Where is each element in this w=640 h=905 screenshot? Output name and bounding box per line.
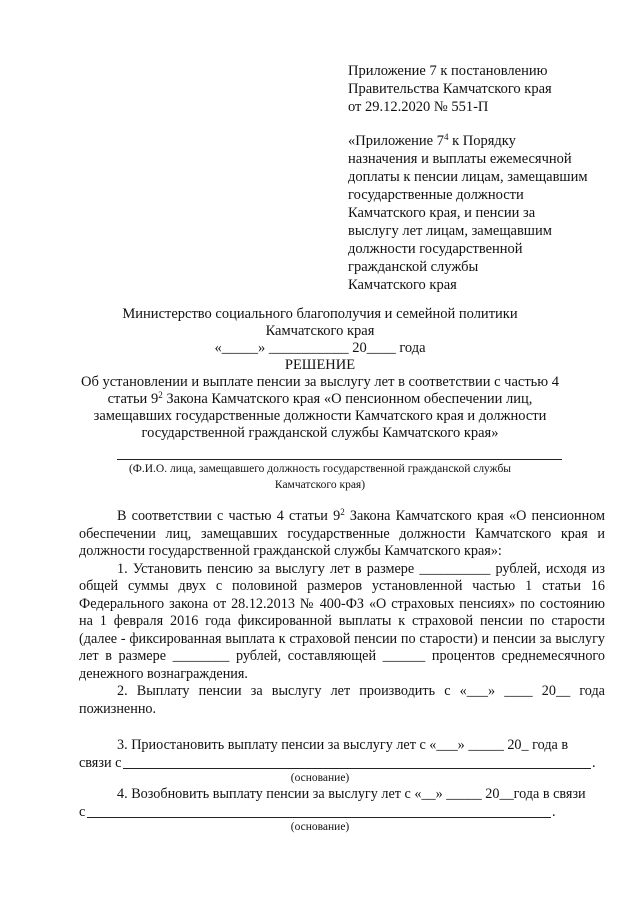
item-3-line-1: 3. Приостановить выплату пенсии за выслугу лет с «___» _____ 20_ года в bbox=[117, 737, 569, 753]
ministry-line-1: Министерство социального благополучия и семейной политики bbox=[122, 306, 518, 322]
sub-appendix-line-5: Камчатского края, и пенсии за bbox=[348, 205, 536, 221]
item-3-basis-caption: (основание) bbox=[290, 772, 350, 784]
item-3-line-2-end: . bbox=[592, 755, 596, 771]
sub-appendix-line-4: государственные должности bbox=[348, 187, 524, 203]
item-4-line-2-label: с bbox=[79, 804, 86, 820]
sub-appendix-line-7: должности государственной bbox=[348, 241, 523, 257]
fio-underline bbox=[117, 459, 562, 460]
fio-caption-line-2: Камчатского края) bbox=[274, 479, 366, 491]
item-3-line-2-label: связи с bbox=[79, 755, 122, 771]
item-4-basis-field bbox=[87, 817, 551, 818]
sub-appendix-line-9: Камчатского края bbox=[348, 277, 457, 293]
sub-appendix-line-8: гражданской службы bbox=[348, 259, 479, 275]
body-text bbox=[79, 508, 605, 718]
decision-title-line-2: статьи $9^2$ Закона Камчатского края «О пенсионном обеспечении лиц, bbox=[107, 390, 533, 407]
item-3-basis-field bbox=[123, 768, 591, 769]
date-line: «_____» ___________ 20____ года bbox=[214, 340, 426, 356]
ministry-line-2: Камчатского края bbox=[265, 323, 375, 339]
decision-heading: РЕШЕНИЕ bbox=[284, 357, 356, 373]
item-4-line-1: 4. Возобновить выплату пенсии за выслугу лет с «__» _____ 20__года в связи bbox=[117, 786, 586, 802]
sub-appendix-line-2: назначения и выплаты ежемесячной bbox=[348, 151, 572, 167]
appendix-line-1: Приложение 7 к постановлению bbox=[348, 63, 548, 79]
decision-title-line-4: государственной гражданской службы Камчатского края» bbox=[141, 425, 499, 441]
sub-appendix-line-1: «Приложение $7^4$ к Порядку bbox=[348, 132, 516, 149]
item-1-paragraph: 1. Установить пенсию за выслугу лет в размере __________ рублей, исходя из общей суммы двух с половиной размеров установленной частью 1 статьи 16 Федерального закона от 28.12.2013 № 400-ФЗ «О страховых пенсиях» по состоянию на 1 февраля 2016 года фиксированной выплаты к страховой пенсии по старости (далее - фиксированная выплата к страховой пенсии по старости) и пенсии за выслугу лет в размере ________ рублей, составляющей ______ процентов среднемесячного денежного вознаграждения. bbox=[79, 560, 605, 682]
sub-appendix-line-6: выслугу лет лицам, замещавшим bbox=[348, 223, 552, 239]
item-4-basis-caption: (основание) bbox=[290, 821, 350, 833]
fio-caption-line-1: (Ф.И.О. лица, замещавшего должность государственной гражданской службы bbox=[128, 463, 512, 475]
appendix-line-3: от 29.12.2020 № 551-П bbox=[348, 99, 489, 115]
item-2-paragraph: 2. Выплату пенсии за выслугу лет производить с «___» ____ 20__ года пожизненно. bbox=[79, 683, 605, 717]
decision-title-line-1: Об установлении и выплате пенсии за выслугу лет в соответствии с частью 4 bbox=[81, 374, 559, 390]
sub-appendix-line-3: доплаты к пенсии лицам, замещавшим bbox=[348, 169, 588, 185]
appendix-line-2: Правительства Камчатского края bbox=[348, 81, 552, 97]
intro-paragraph: В соответствии с частью 4 статьи $9^2$ Закона Камчатского края «О пенсионном обеспечении лиц, замещавших государственные должности Камчатского края и должности государственной гражданской службы Камчатского края»: bbox=[79, 507, 605, 559]
decision-title-line-3: замещавших государственные должности Камчатского края и должности bbox=[93, 408, 547, 424]
item-4-line-2-end: . bbox=[552, 804, 556, 820]
